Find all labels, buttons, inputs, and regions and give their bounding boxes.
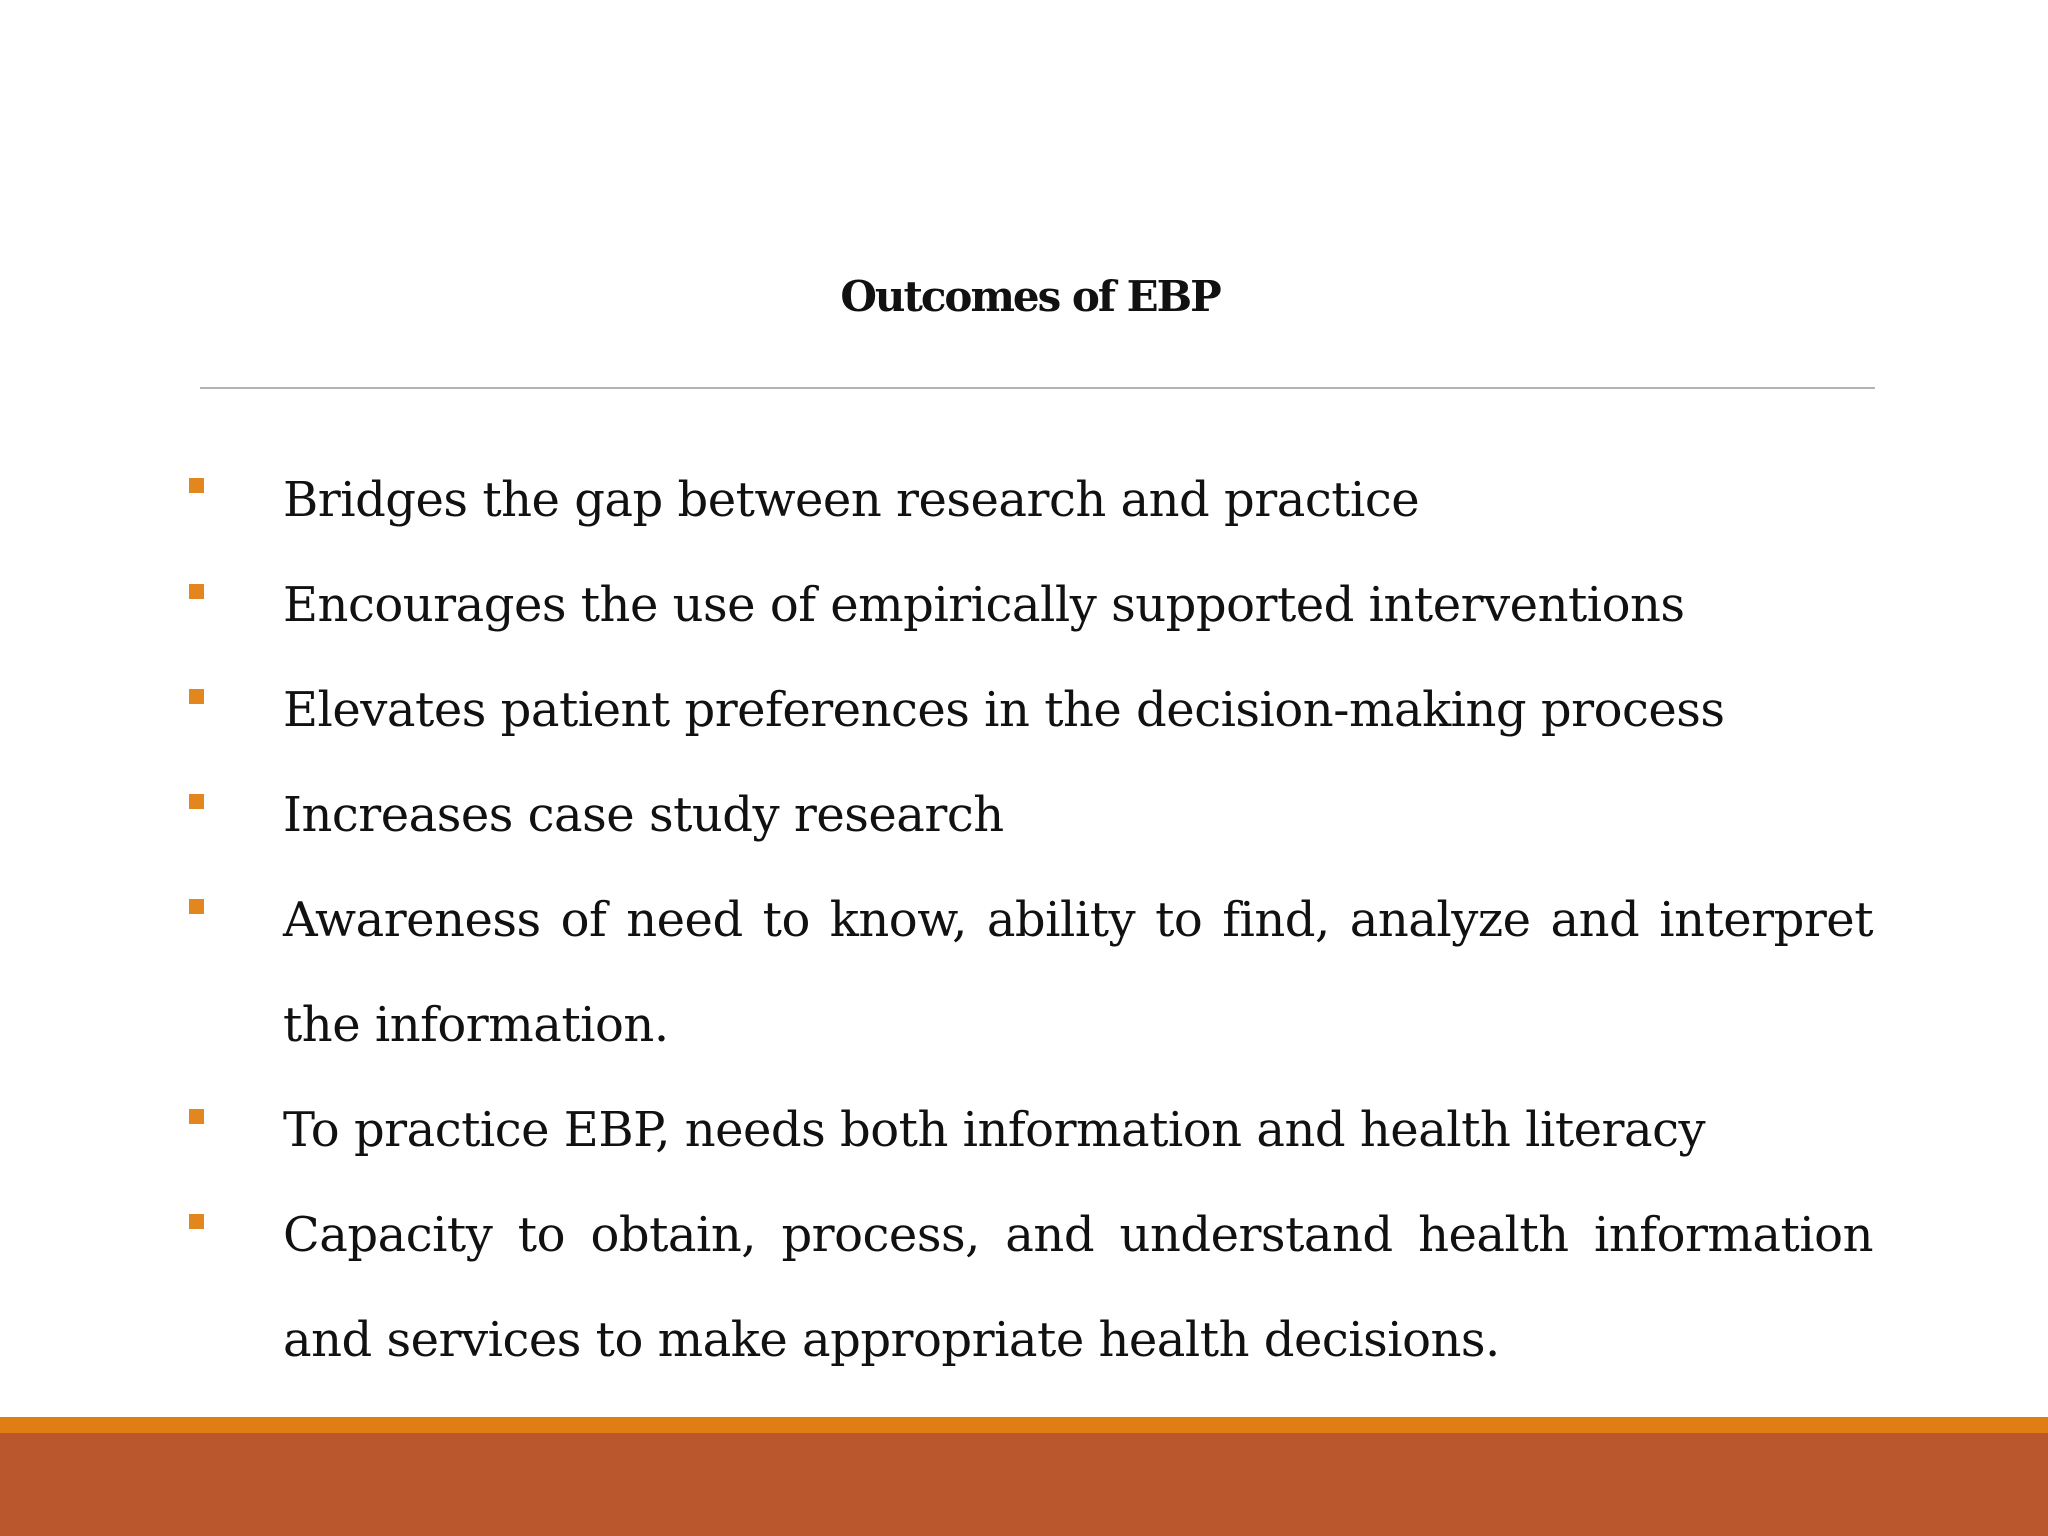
square-bullet-icon <box>189 899 204 914</box>
bullet-text: Awareness of need to know, ability to find, analyze and interpret the information. <box>283 892 1873 1053</box>
bullet-text: Elevates patient preferences in the decision-making process <box>283 682 1725 738</box>
square-bullet-icon <box>189 794 204 809</box>
square-bullet-icon <box>189 1109 204 1124</box>
square-bullet-icon <box>189 584 204 599</box>
bullet-text: To practice EBP, needs both information and health literacy <box>283 1102 1706 1158</box>
bullet-text: Encourages the use of empirically supported interventions <box>283 577 1685 633</box>
bullet-text: Bridges the gap between research and practice <box>283 472 1420 528</box>
bullet-text: Capacity to obtain, process, and understand health information and services to make appropriate health decisions. <box>283 1207 1873 1368</box>
slide-title: Outcomes of EBP <box>840 272 1220 321</box>
bullet-text: Increases case study research <box>283 787 1004 843</box>
square-bullet-icon <box>189 478 204 493</box>
square-bullet-icon <box>189 1214 204 1229</box>
square-bullet-icon <box>189 689 204 704</box>
footer-band <box>0 1433 2048 1536</box>
footer-accent-stripe <box>0 1417 2048 1433</box>
